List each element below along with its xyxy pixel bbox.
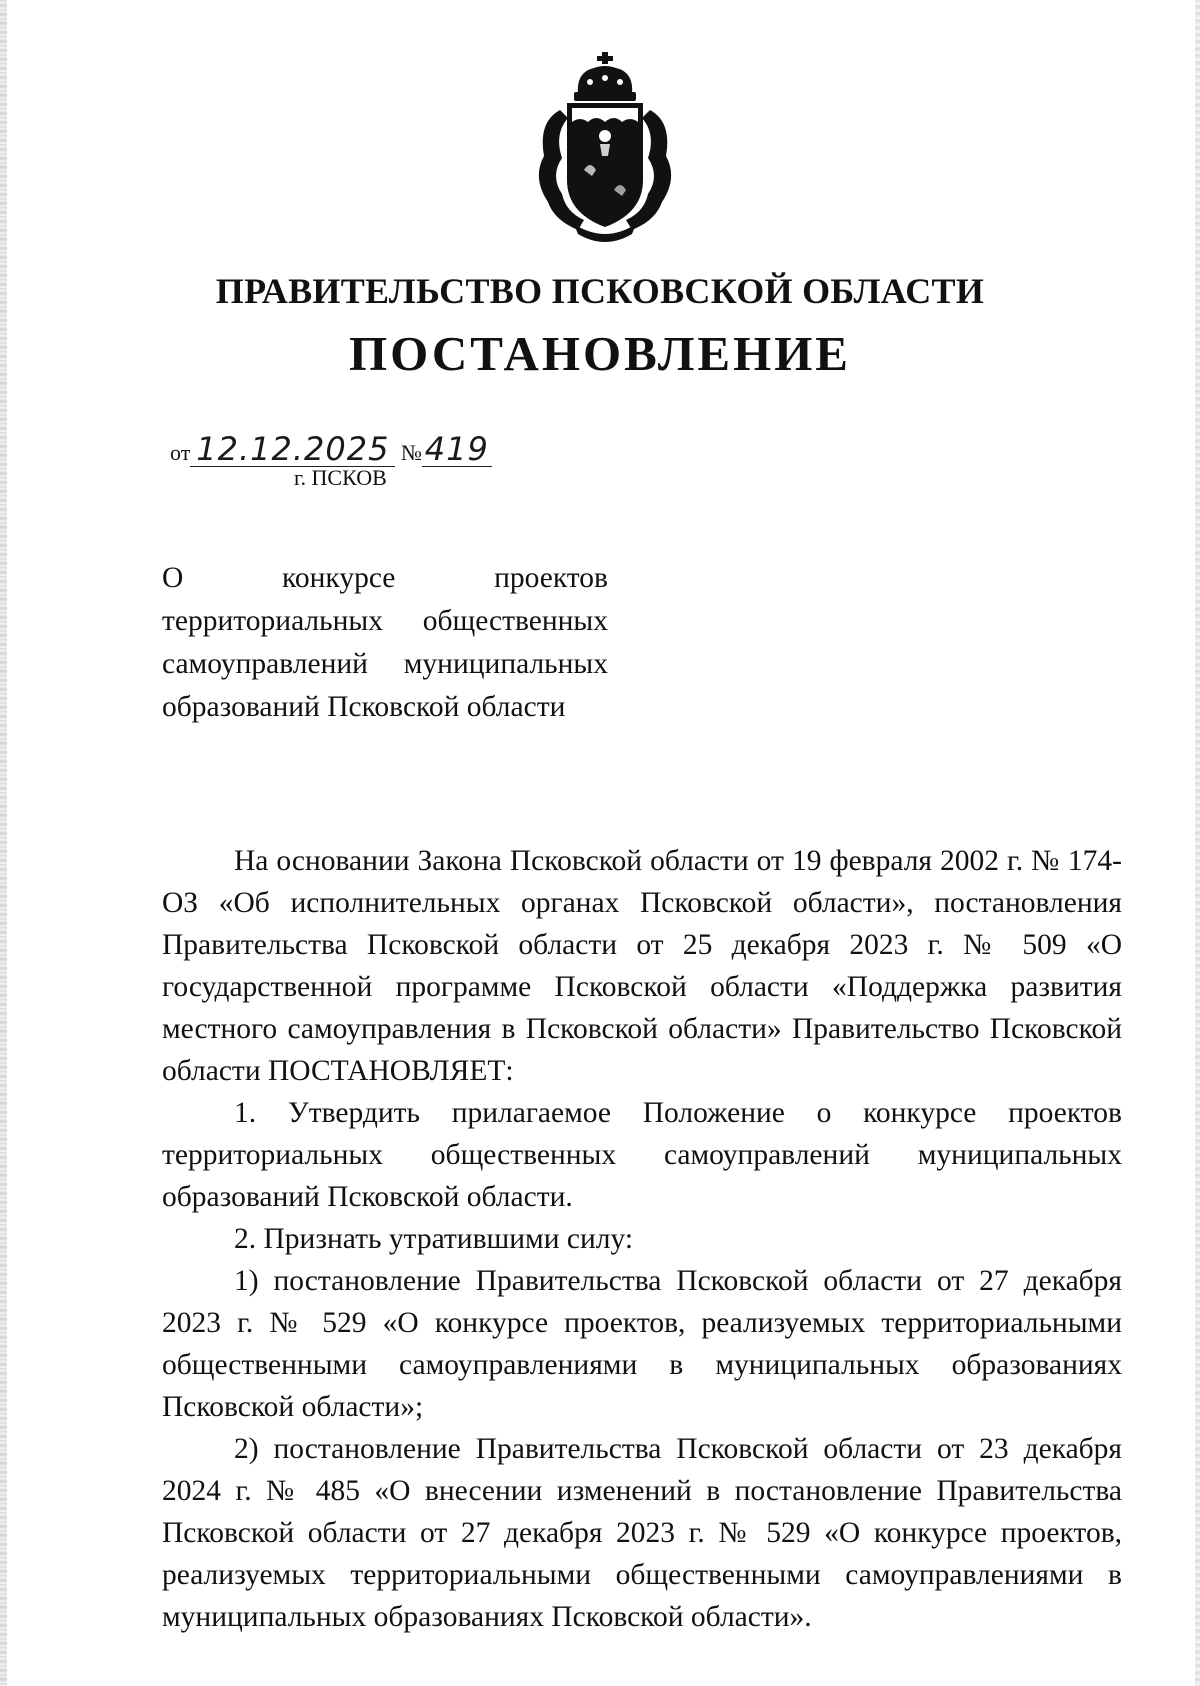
document-meta-line [170, 432, 492, 467]
document-city: г. ПСКОВ [294, 465, 387, 490]
item-2-paragraph: 2. Признать утратившими силу: [234, 1223, 634, 1255]
document-type-title: ПОСТАНОВЛЕНИЕ [349, 326, 851, 381]
scan-edge-right [1195, 0, 1200, 1686]
document-number: 419 [422, 432, 492, 467]
government-title: ПРАВИТЕЛЬСТВО ПСКОВСКОЙ ОБЛАСТИ [215, 271, 985, 311]
document-date: 12.12.2025 [190, 432, 395, 467]
coat-of-arms-icon [534, 52, 676, 242]
document-subject: О конкурсе проектов территориальных общественных самоуправлений муниципальных образований Псковской области [162, 562, 608, 723]
item-2-1-paragraph: 1) постановление Правительства Псковской области от 27 декабря 2023 г. № 529 «О конкурсе проектов, реализуемых территориальными общественными самоуправлениями в муниципальных образованиях Псковской области»; [162, 1265, 1122, 1423]
item-1-paragraph: 1. Утвердить прилагаемое Положение о конкурсе проектов территориальных общественных самоуправлений муниципальных образований Псковской области. [162, 1097, 1122, 1213]
number-prefix: № [400, 440, 422, 465]
item-2-2-paragraph: 2) постановление Правительства Псковской области от 23 декабря 2024 г. № 485 «О внесении изменений в постановление Правительства Псковской области от 27 декабря 2023 г. № 529 «О конкурсе проектов, реализуемых территориальными общественными самоуправлениями в муниципальных образованиях Псковской области». [162, 1433, 1122, 1633]
preamble-paragraph: На основании Закона Псковской области от 19 февраля 2002 г. № 174-ОЗ «Об исполнительных органах Псковской области», постановления Правительства Псковской области от 25 декабря 2023 г. № 509 «О государственной программе Псковской области «Поддержка развития местного самоуправления в Псковской области» Правительство Псковской области ПОСТАНОВЛЯЕТ: [162, 845, 1122, 1087]
date-prefix: от [170, 440, 191, 465]
scan-edge-left [0, 0, 7, 1686]
document-body [162, 840, 1122, 1638]
